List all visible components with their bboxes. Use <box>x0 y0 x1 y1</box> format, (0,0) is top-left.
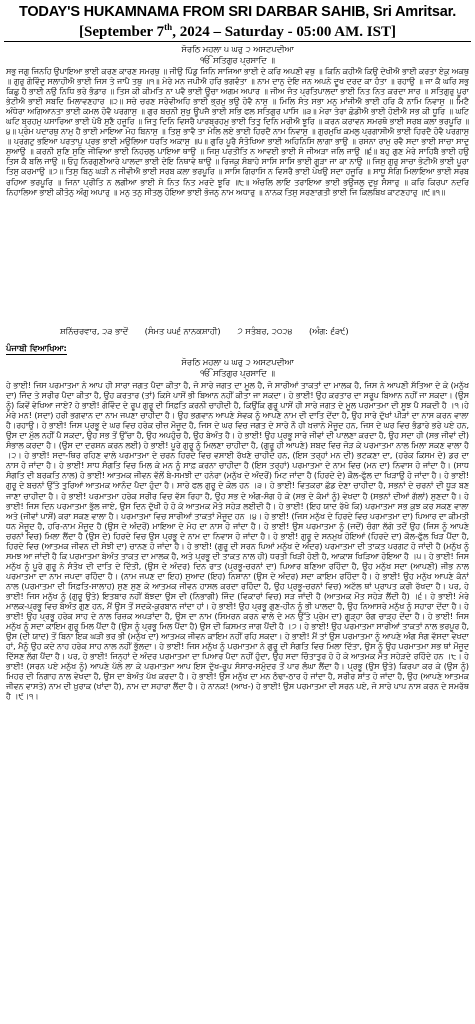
date-ordinal-suffix: th <box>164 22 173 32</box>
explanation-heading: ਸੋਰਠਿ ਮਹਲਾ ੫ ਘਰੁ ੨ ਅਸਟਪਦੀਆ <box>181 357 294 367</box>
explanation-text-body: ਹੇ ਭਾਈ! ਜਿਸ ਪਰਮਾਤਮਾ ਨੇ ਆਪ ਹੀ ਸਾਰਾ ਜਗਤ ਪੈਦਾ ਕੀਤਾ ਹੈ, ਜੋ ਸਾਰੇ ਜਗਤ ਦਾ ਮੂਲ ਹੈ, ਜੋ ਸਾਰੀਆਂ ਤਾਕਤਾਂ ਦਾ ਮਾਲਕ ਹੈ, ਜਿਸ ਨੇ ਆਪਣੀ ਸੱਤਿਆ ਦੇ ਕੇ (ਮਨੁੱਖ ਦਾ) ਜਿੰਦ ਤੇ ਸਰੀਰ ਪੈਦਾ ਕੀਤਾ ਹੈ, ਉਹ ਕਰਤਾਰ (ਤਾਂ) ਕਿਸੇ ਪਾਸੋਂ ਭੀ ਬਿਆਨ ਨਹੀਂ ਕੀਤਾ ਜਾ ਸਕਦਾ। ਹੇ ਭਾਈ! ਉਹ ਕਰਤਾਰ ਦਾ ਸਰੂਪ ਬਿਆਨ ਨਹੀਂ ਜਾ ਸਕਦਾ। (ਉਸ ਨੂੰ) ਕਿਵੇਂ ਵੇਖਿਆ ਜਾਏ? ਹੇ ਭਾਈ! ਗੋਵਿੰਦ ਦੇ ਰੂਪ ਗੁਰੂ ਦੀ ਸਿਫ਼ਤਿ ਕਰਨੀ ਚਾਹੀਦੀ ਹੈ, ਕਿਉਂਕਿ ਗੁਰੂ ਪਾਸੋਂ ਹੀ ਸਾਰੇ ਜਗਤ ਦੇ ਮੂਲ ਪਰਮਾਤਮਾ ਦੀ ਸੂਝ ਪੈ ਸਕਦੀ ਹੈ ।੧।ਹੇ ਮੇਰੇ ਮਨ! (ਸਦਾ) ਹਰੀ ਭਗਵਾਨ ਦਾ ਨਾਮ ਜਪਣਾ ਚਾਹੀਦਾ ਹੈ। ਉਹ ਭਗਵਾਨ ਆਪਣੇ ਸੇਵਕ ਨੂੰ ਆਪਣੇ ਨਾਮ ਦੀ ਦਾਤਿ ਦੇਂਦਾ ਹੈ, ਉਹ ਸਾਰੇ ਦੁੱਖਾਂ ਪੀੜਾਂ ਦਾ ਨਾਸ ਕਰਨ ਵਾਲਾ ਹੈ।ਰਹਾਉ। ਹੇ ਭਾਈ! ਜਿਸ ਪ੍ਰਭੂ ਦੇ ਘਰ ਵਿਚ ਹਰੇਕ ਚੀਜ਼ ਮੌਜੂਦ ਹੈ, ਜਿਸ ਦੇ ਘਰ ਵਿਚ ਜਗਤ ਦੇ ਸਾਰੇ ਨੌ ਹੀ ਖ਼ਜ਼ਾਨੇ ਮੌਜੂਦ ਹਨ, ਜਿਸ ਦੇ ਘਰ ਵਿਚ ਭੰਡਾਰੇ ਭਰੇ ਪਏ ਹਨ, ਉਸ ਦਾ ਮੁੱਲ ਨਹੀਂ ਪੈ ਸਕਦਾ, ਉਹ ਸਭ ਤੋਂ ਉੱਚਾ ਹੈ, ਉਹ ਅਪਹੁੰਚ ਹੈ, ਉਹ ਬੇਅੰਤ ਹੈ। ਹੇ ਭਾਈ! ਉਹ ਪ੍ਰਭੂ ਸਾਰੇ ਜੀਵਾਂ ਦੀ ਪਾਲਣਾ ਕਰਦਾ ਹੈ, ਉਹ ਸਦਾ ਹੀ (ਸਭ ਜੀਵਾਂ ਦੀ) ਸੰਭਾਲ ਕਰਦਾ ਹੈ। (ਉਸ ਦਾ ਦਰਸ਼ਨ ਕਰਨ ਲਈ) ਹੇ ਭਾਈ! ਪੂਰੇ ਗੁਰੂ ਨੂੰ ਮਿਲਣਾ ਚਾਹੀਦਾ ਹੈ, (ਗੁਰੂ ਹੀ ਆਪਣੇ) ਸ਼ਬਦ ਵਿਚ ਜੋੜ ਕੇ ਪਰਮਾਤਮਾ ਨਾਲ ਮਿਲਾ ਸਕਣ ਵਾਲਾ ਹੈ ।੨। ਹੇ ਭਾਈ! ਸਦਾ-ਥਿਰ ਰਹਿਣ ਵਾਲੇ ਪਰਮਾਤਮਾ ਦੇ ਚਰਨ ਹਿਰਦੇ ਵਿਚ ਵਸਾਈ ਰੱਖਣੇ ਚਾਹੀਦੇ ਹਨ, (ਇਸ ਤਰ੍ਹਾਂ ਮਨ ਦੀ) ਭਟਕਣਾ ਦਾ, (ਹਰੇਕ ਕਿਸਮ ਦੇ) ਡਰ ਦਾ ਨਾਸ ਹੋ ਜਾਂਦਾ ਹੈ। ਹੇ ਭਾਈ! ਸਾਧ ਸੰਗਤਿ ਵਿਚ ਮਿਲ ਕੇ ਮਨ ਨੂੰ ਸਾਫ਼ ਕਰਨਾ ਚਾਹੀਦਾ ਹੈ (ਇਸ ਤਰ੍ਹਾਂ) ਪਰਮਾਤਮਾ ਦੇ ਨਾਮ ਵਿਚ (ਮਨ ਦਾ) ਨਿਵਾਸ ਹੋ ਜਾਂਦਾ ਹੈ। (ਸਾਧ ਸੰਗਤਿ ਦੀ ਬਰਕਤਿ ਨਾਲ) ਹੇ ਭਾਈ! ਆਤਮਕ ਜੀਵਨ ਵੱਲੋਂ ਬੇ-ਸਮਝੀ ਦਾ ਹਨੇਰਾ (ਮਨੁੱਖ ਦੇ ਅੰਦਰੋਂ) ਮਿਟ ਜਾਂਦਾ ਹੈ (ਹਿਰਦੇ ਦੇ) ਕੌਲ-ਫੁੱਲ ਦਾ ਖਿੜਾਉ ਹੋ ਜਾਂਦਾ ਹੈ। ਹੇ ਭਾਈ! ਗੁਰੂ ਦੇ ਬਚਨਾਂ ਉੱਤੇ ਤੁਰਿਆਂ ਆਤਮਕ ਆਨੰਦ ਪੈਦਾ ਹੁੰਦਾ ਹੈ। ਸਾਰੇ ਫਲ ਗੁਰੂ ਦੇ ਕੋਲ ਹਨ ।੩। ਹੇ ਭਾਈ! ਵਿਤਕਰਾ ਛੱਡ ਦੇਣਾ ਚਾਹੀਦਾ ਹੈ, ਸਭਨਾਂ ਦੇ ਚਰਨਾਂ ਦੀ ਧੂੜ ਬਣ ਜਾਣਾ ਚਾਹੀਦਾ ਹੈ। ਹੇ ਭਾਈ! ਪਰਮਾਤਮਾ ਹਰੇਕ ਸਰੀਰ ਵਿਚ ਵੱਸ ਰਿਹਾ ਹੈ, ਉਹ ਸਭ ਦੇ ਅੰਗ-ਸੰਗ ਹੋ ਕੇ (ਸਭ ਦੇ ਕੰਮਾਂ ਨੂੰ) ਵੇਖਦਾ ਹੈ (ਸਭਨਾਂ ਦੀਆਂ ਗੱਲਾਂ) ਸੁਣਦਾ ਹੈ। ਹੇ ਭਾਈ! ਜਿਸ ਦਿਨ ਪਰਮਾਤਮਾ ਭੁੱਲ ਜਾਏ, ਉਸ ਦਿਨ ਦੁੱਖੀ ਹੋ ਹੋ ਕੇ ਆਤਮਕ ਮੌਤੇ ਸਹੇੜ ਲਈਦੀ ਹੈ। ਹੇ ਭਾਈ! (ਇਹ ਯਾਦ ਰੱਖੋ ਕਿ) ਪਰਮਾਤਮਾ ਸਭ ਕੁਝ ਕਰ ਸਕਣ ਵਾਲਾ ਅਤੇ (ਜੀਵਾਂ ਪਾਸੋਂ) ਕਰਾ ਸਕਣ ਵਾਲਾ ਹੈ। ਪਰਮਾਤਮਾ ਵਿਚ ਸਾਰੀਆਂ ਤਾਕਤਾਂ ਮੌਜੂਦ ਹਨ ।੪। ਹੇ ਭਾਈ! (ਜਿਸ ਮਨੁੱਖ ਦੇ ਹਿਰਦੇ ਵਿਚ ਪਰਮਾਤਮਾ ਦਾ) ਪਿਆਰ ਦਾ ਕੀਮਤੀ ਧਨ ਮੌਜੂਦ ਹੈ, ਹਰਿ-ਨਾਮ ਮੌਜੂਦ ਹੈ (ਉਸ ਦੇ ਅੰਦਰੋਂ) ਮਾਇਆ ਦੇ ਮੋਹ ਦਾ ਨਾਸ ਹੋ ਜਾਂਦਾ ਹੈ। ਹੇ ਭਾਈ! ਉਸ ਪਰਮਾਤਮਾ ਨੂੰ (ਜਦੋਂ) ਚੰਗਾ ਲੱਗੇ ਤਦੋਂ ਉਹ (ਜਿਸ ਨੂੰ ਆਪਣੇ ਚਰਨਾਂ ਵਿਚ) ਮਿਲਾ ਲੈਂਦਾ ਹੈ (ਉਸ ਦੇ) ਹਿਰਦੇ ਵਿਚ ਉਸ ਪ੍ਰਭੂ ਦੇ ਨਾਮ ਦਾ ਨਿਵਾਸ ਹੋ ਜਾਂਦਾ ਹੈ। ਹੇ ਭਾਈ! ਗੁਰੂ ਦੇ ਸਨਮੁਖ ਹੋਇਆਂ (ਹਿਰਦੇ ਦਾ) ਕੌਲ-ਫੁੱਲ ਖਿੜ ਪੈਂਦਾ ਹੈ, ਹਿਰਦੇ ਵਿਚ (ਆਤਮਕ ਜੀਵਨ ਦੀ ਸੋਝੀ ਦਾ) ਚਾਨਣ ਹੋ ਜਾਂਦਾ ਹੈ। ਹੇ ਭਾਈ! (ਗੁਰੂ ਦੀ ਸਰਨ ਪਿਆਂ ਮਨੁੱਖ ਦੇ ਅੰਦਰ) ਪਰਮਾਤਮਾ ਦੀ ਤਾਕਤ ਪਰਗਟ ਹੋ ਜਾਂਦੀ ਹੈ (ਮਨੁੱਖ ਨੂੰ ਸਮਝ ਆ ਜਾਂਦੀ ਹੈ ਕਿ ਪਰਮਾਤਮਾ ਬੇਅੰਤ ਤਾਕਤ ਦਾ ਮਾਲਕ ਹੈ, ਅਤੇ ਪ੍ਰਭੂ ਦੀ ਤਾਕਤ ਨਾਲ ਹੀ) ਧਰਤੀ ਖਿੜੀ ਹੋਈ ਹੈ, ਆਕਾਸ਼ ਖਿੜਿਆ ਹੋਇਆ ਹੈ ।੫। ਹੇ ਭਾਈ! ਜਿਸ ਮਨੁੱਖ ਨੂੰ ਪੂਰੇ ਗੁਰੂ ਨੇ ਸੰਤੋਖ ਦੀ ਦਾਤਿ ਦੇ ਦਿੱਤੀ, (ਉਸ ਦੇ ਅੰਦਰ) ਦਿਨ ਰਾਤ (ਪ੍ਰਭੂ-ਚਰਨਾਂ ਦਾ) ਪਿਆਰ ਬਣਿਆ ਰਹਿੰਦਾ ਹੈ, ਉਹ ਮਨੁੱਖ ਸਦਾ (ਆਪਣੀ) ਜੀਭ ਨਾਲ ਪਰਮਾਤਮਾ ਦਾ ਨਾਮ ਜਪਦਾ ਰਹਿੰਦਾ ਹੈ। (ਨਾਮ ਜਪਣ ਦਾ ਇਹ) ਸੁਆਦ (ਇਹ) ਨਿਸ਼ਾਨਾ (ਉਸ ਦੇ ਅੰਦਰ) ਸਦਾ ਕਾਇਮ ਰਹਿੰਦਾ ਹੈ। ਹੇ ਭਾਈ! ਉਹ ਮਨੁੱਖ ਆਪਣੇ ਕੰਨਾਂ ਨਾਲ (ਪਰਮਾਤਮਾ ਦੀ ਸਿਫ਼ਤਿ-ਸਾਲਾਹ) ਸੁਣ ਸੁਣ ਕੇ ਆਤਮਕ ਜੀਵਨ ਹਾਸਲ ਕਰਦਾ ਰਹਿੰਦਾ ਹੈ, ਉਹ ਪ੍ਰਭੂ-ਚਰਨਾਂ ਵਿਚ) ਅਟੱਲ ਥਾਂ ਪ੍ਰਾਪਤ ਕਰੀ ਰੱਖਦਾ ਹੈ। ਪਰ, ਹੇ ਭਾਈ! ਜਿਸ ਮਨੁੱਖ ਨੂੰ (ਗੁਰੂ ਉਤੇ) ਇਤਬਾਰ ਨਹੀਂ ਬੱਝਦਾ ਉਸ ਦੀ (ਨਿਭਾਗੀ) ਜਿੰਦ (ਵਿਕਾਰਾਂ ਵਿਚ) ਸੜ ਜਾਂਦੀ ਹੈ (ਆਤਮਕ ਮੌਤ ਸਹੇੜ ਲੈਂਦੀ ਹੈ) ।੬। ਹੇ ਭਾਈ! ਮੇਰੇ ਮਾਲਕ-ਪ੍ਰਭੂ ਵਿਚ ਬੇਅੰਤ ਗੁਣ ਹਨ, ਮੈਂ ਉਸ ਤੋਂ ਸਦਕੇ-ਕੁਰਬਾਨ ਜਾਂਦਾ ਹਾਂ। ਹੇ ਭਾਈ! ਉਹ ਪ੍ਰਭੂ ਗੁਣ-ਹੀਨ ਨੂੰ ਭੀ ਪਾਲਦਾ ਹੈ, ਉਹ ਨਿਆਸਰੇ ਮਨੁੱਖ ਨੂੰ ਸਹਾਰਾ ਦੇਂਦਾ ਹੈ। ਹੇ ਭਾਈ! ਉਹ ਪ੍ਰਭੂ ਹਰੇਕ ਸਾਹ ਦੇ ਨਾਲ ਰਿਜ਼ਕ ਅਪੜਾਂਦਾ ਹੈ, ਉਸ ਦਾ ਨਾਮ (ਸਿਮਰਨ ਕਰਨ ਵਾਲੇ ਦੇ ਮਨ ਉੱਤੇ ਪ੍ਰੇਮ ਦਾ) ਗੂੜ੍ਹਾ ਰੰਗ ਚਾੜ੍ਹ ਦੇਂਦਾ ਹੈ। ਹੇ ਭਾਈ! ਜਿਸ ਮਨੁੱਖ ਨੂੰ ਸਦਾ ਕਾਇਮ ਗੁਰੂ ਮਿਲ ਪੈਂਦਾ ਹੈ (ਉਸ ਨੂੰ ਪ੍ਰਭੂ ਮਿਲ ਪੈਂਦਾ ਹੈ) ਉਸ ਦੀ ਕਿਸਮਤ ਜਾਗ ਪੈਂਦੀ ਹੈ ।੭। ਹੇ ਭਾਈ! ਉਹ ਪਰਮਾਤਮਾ ਸਾਰੀਆਂ ਤਾਕਤਾਂ ਨਾਲ ਭਰਪੂਰ ਹੈ, ਉਸ (ਦੀ ਯਾਦ) ਤੋਂ ਬਿਨਾ ਇਕ ਘੜੀ ਭਰ ਭੀ (ਮਨੁੱਖ ਦਾ) ਆਤਮਕ ਜੀਵਨ ਕਾਇਮ ਨਹੀਂ ਰਹਿ ਸਕਦਾ। ਹੇ ਭਾਈ! ਮੈਂ ਤਾਂ ਉਸ ਪਰਮਾਤਮਾ ਨੂੰ ਆਪਣੇ ਅੰਗ ਸੰਗ ਵੱਸਦਾ ਵੇਖਦਾ ਹਾਂ, ਮੈਨੂੰ ਉਹ ਕਦੇ ਨਾਹ ਹਰੇਕ ਸਾਹ ਨਾਲ ਨਹੀਂ ਭੁੱਲਦਾ। ਹੇ ਭਾਈ! ਜਿਸ ਮਨੁੱਖ ਨੂੰ ਪਰਮਾਤਮਾ ਨੇ ਗੁਰੂ ਦੀ ਸੰਗਤਿ ਵਿਚ ਮਿਲਾ ਦਿੱਤਾ, ਉਸ ਨੂੰ ਉਹ ਪਰਮਾਤਮਾ ਸਭ ਥਾਂ ਮੌਜੂਦ ਦਿੱਸਣ ਲੱਗ ਪੈਂਦਾ ਹੈ। ਪਰ, ਹੇ ਭਾਈ! ਜਿਨ੍ਹਾਂ ਦੇ ਅੰਦਰ ਪਰਮਾਤਮਾ ਦਾ ਪਿਆਰ ਪੈਦਾ ਨਹੀਂ ਹੁੰਦਾ, ਉਹ ਸਦਾ ਚਿੰਤਾਤੁਰ ਹੋ ਹੋ ਕੇ ਆਤਮਕ ਮੌਤ ਸਹੇੜਦੇ ਰਹਿੰਦੇ ਹਨ ।੮। ਹੇ ਭਾਈ! (ਸਰਨ ਪਏ ਮਨੁੱਖ ਨੂੰ) ਆਪਣੇ ਪੱਲੇ ਲਾ ਕੇ ਪਰਮਾਤਮਾ ਆਪ ਇਸ ਦੁੱਖ-ਰੂਪ ਸੰਸਾਰ-ਸਮੁੰਦਰ ਤੋਂ ਪਾਰ ਲੰਘਾ ਲੈਂਦਾ ਹੈ। ਪ੍ਰਭੂ (ਉਸ ਉਤੇ) ਕਿਰਪਾ ਕਰ ਕੇ (ਉਸ ਨੂੰ) ਮਿਹਰ ਦੀ ਨਿਗਾਹ ਨਾਲ ਵੇਖਦਾ ਹੈ, ਉਸ ਦਾ ਬੇਅੰਤ ਪੱਖ ਕਰਦਾ ਹੈ। ਹੇ ਭਾਈ! ਉਸ ਮਨੁੱਖ ਦਾ ਮਨ ਠੰਢਾ-ਠਾਰ ਹੋ ਜਾਂਦਾ ਹੈ, ਸਰੀਰ ਸ਼ਾਂਤ ਹੋ ਜਾਂਦਾ ਹੈ, ਉਹ (ਆਪਣੇ ਆਤਮਕ ਜੀਵਨ ਵਾਸਤੇ) ਨਾਮ ਦੀ ਖ਼ੁਰਾਕ (ਖਾਂਦਾ ਹੈ), ਨਾਮ ਦਾ ਸਹਾਰਾ ਲੈਂਦਾ ਹੈ। ਹੇ ਨਾਨਕ! (ਆਖ-) ਹੇ ਭਾਈ! ਉਸ ਪਰਮਾਤਮਾ ਦੀ ਸਰਨ ਪਏ, ਜੋ ਸਾਰੇ ਪਾਪ ਨਾਸ ਕਰਨ ਦੇ ਸਮਰੱਥ ਹੈ ।੯।੧। <box>6 381 469 702</box>
page-title: TODAY'S HUKAMNAMA FROM SRI DARBAR SAHIB, Sri Amritsar. <box>18 4 457 20</box>
date-line-start: [September 7 <box>79 24 165 40</box>
shabad-heading: ਸੋਰਠਿ ਮਹਲਾ ੫ ਘਰੁ ੨ ਅਸਟਪਦੀਆ <box>181 44 294 54</box>
meta-samvat: (ਸੰਮਤ ੫੫੬ ਨਾਨਕਸ਼ਾਹੀ) <box>144 326 221 336</box>
meta-ang: (ਅੰਗ: ੬੩੯) <box>308 326 349 336</box>
explanation-text <box>6 381 469 1021</box>
explanation-label: ਪੰਜਾਬੀ ਵਿਆਖਿਆ: <box>6 343 67 353</box>
date-line <box>0 22 475 41</box>
shabad-invocation: ੴ ਸਤਿਗੁਰ ਪ੍ਰਸਾਦਿ ॥ <box>200 55 275 65</box>
explanation-invocation: ੴ ਸਤਿਗੁਰ ਪ੍ਰਸਾਦਿ ॥ <box>200 368 275 378</box>
meta-day: ਸ਼ਨਿੱਚਰਵਾਰ, ੨੩ ਭਾਦੋਂ <box>60 326 129 336</box>
date-meta-row <box>60 326 440 337</box>
shabad-text-body: ਸਭੁ ਜਗੁ ਜਿਨਹਿ ਉਪਾਇਆ ਭਾਈ ਕਰਣ ਕਾਰਣ ਸਮਰਥੁ ॥ ਜੀਉ ਪਿੰਡੁ ਜਿਨਿ ਸਾਜਿਆ ਭਾਈ ਦੇ ਕਰਿ ਅਪਣੀ ਵਥੁ ॥ ਕਿਨਿ ਕਹੀਐ ਕਿਉ ਦੇਖੀਐ ਭਾਈ ਕਰਤਾ ਏਕੁ ਅਕਥੁ ॥ ਗੁਰੁ ਗੋਵਿੰਦੁ ਸਲਾਹੀਐ ਭਾਈ ਜਿਸ ਤੇ ਜਾਪੈ ਤਥੁ ॥੧॥ ਮੇਰੇ ਮਨ ਜਪੀਐ ਹਰਿ ਭਗਵੰਤਾ ॥ ਨਾਮ ਦਾਨੁ ਦੇਇ ਜਨ ਅਪਨੇ ਦੂਖ ਦਰਦ ਕਾ ਹੰਤਾ ॥ ਰਹਾਉ ॥ ਜਾ ਕੈ ਘਰਿ ਸਭੁ ਕਿਛੁ ਹੈ ਭਾਈ ਨਉ ਨਿਧਿ ਭਰੇ ਭੰਡਾਰ ॥ ਤਿਸ ਕੀ ਕੀਮਤਿ ਨਾ ਪਵੈ ਭਾਈ ਊਚਾ ਅਗਮ ਅਪਾਰ ॥ ਜੀਅ ਜੰਤ ਪ੍ਰਤਿਪਾਲਦਾ ਭਾਈ ਨਿਤ ਨਿਤ ਕਰਦਾ ਸਾਰ ॥ ਸਤਿਗੁਰੁ ਪੂਰਾ ਭੇਟੀਐ ਭਾਈ ਸਬਦਿ ਮਿਲਾਵਣਹਾਰ ॥੨॥ ਸਚੇ ਚਰਣ ਸਰੇਵੀਅਹਿ ਭਾਈ ਭ੍ਰਮੁ ਭਉ ਹੋਵੈ ਨਾਸੁ ॥ ਮਿਲਿ ਸੰਤ ਸਭਾ ਮਨੁ ਮਾਂਜੀਐ ਭਾਈ ਹਰਿ ਕੈ ਨਾਮਿ ਨਿਵਾਸੁ ॥ ਮਿਟੈ ਅੰਧੇਰਾ ਅਗਿਆਨਤਾ ਭਾਈ ਕਮਲ ਹੋਵੈ ਪਰਗਾਸੁ ॥ ਗੁਰ ਬਚਨੀ ਸੁਖੁ ਊਪਜੈ ਭਾਈ ਸਭਿ ਫਲ ਸਤਿਗੁਰ ਪਾਸਿ ॥੩॥ ਮੇਰਾ ਤੇਰਾ ਛੋਡੀਐ ਭਾਈ ਹੋਈਐ ਸਭ ਕੀ ਧੂਰਿ ॥ ਘਟਿ ਘਟਿ ਬ੍ਰਹਮੁ ਪਸਾਰਿਆ ਭਾਈ ਪੇਖੈ ਸੁਣੈ ਹਜੂਰਿ ॥ ਜਿਤੁ ਦਿਨਿ ਵਿਸਰੈ ਪਾਰਬ੍ਰਹਮੁ ਭਾਈ ਤਿਤੁ ਦਿਨਿ ਮਰੀਐ ਝੂਰਿ ॥ ਕਰਨ ਕਰਾਵਨ ਸਮਰਥੋ ਭਾਈ ਸਰਬ ਕਲਾ ਭਰਪੂਰਿ ॥੪॥ ਪ੍ਰੇਮ ਪਦਾਰਥੁ ਨਾਮੁ ਹੈ ਭਾਈ ਮਾਇਆ ਮੋਹ ਬਿਨਾਸੁ ॥ ਤਿਸੁ ਭਾਵੈ ਤਾ ਮੇਲਿ ਲਏ ਭਾਈ ਹਿਰਦੈ ਨਾਮ ਨਿਵਾਸੁ ॥ ਗੁਰਮੁਖਿ ਕਮਲੁ ਪ੍ਰਗਾਸੀਐ ਭਾਈ ਹਿਰਦੈ ਹੋਵੈ ਪਰਗਾਸੁ ॥ ਪ੍ਰਗਟੁ ਭਇਆ ਪਰਤਾਪੁ ਪ੍ਰਭ ਭਾਈ ਮਉਲਿਆ ਧਰਤਿ ਅਕਾਸੁ ॥੫॥ ਗੁਰਿ ਪੂਰੈ ਸੰਤੋਖਿਆ ਭਾਈ ਅਹਿਨਿਸਿ ਲਾਗਾ ਭਾਉ ॥ ਰਸਨਾ ਰਾਮੁ ਰਵੈ ਸਦਾ ਭਾਈ ਸਾਚਾ ਸਾਦੁ ਸੁਆਉ ॥ ਕਰਨੀ ਸੁਣਿ ਸੁਣਿ ਜੀਵਿਆ ਭਾਈ ਨਿਹਚਲੁ ਪਾਇਆ ਥਾਉ ॥ ਜਿਸੁ ਪਰਤੀਤਿ ਨ ਆਵਈ ਭਾਈ ਸੋ ਜੀਅੜਾ ਜਲਿ ਜਾਉ ॥੬॥ ਬਹੁ ਗੁਣ ਮੇਰੇ ਸਾਹਿਬੈ ਭਾਈ ਹਉ ਤਿਸ ਕੈ ਬਲਿ ਜਾਉ ॥ ਓਹੁ ਨਿਰਗੁਣੀਆਰੇ ਪਾਲਦਾ ਭਾਈ ਦੇਇ ਨਿਥਾਵੇ ਥਾਉ ॥ ਰਿਜਕੁ ਸੰਬਾਹੇ ਸਾਸਿ ਸਾਸਿ ਭਾਈ ਗੂੜਾ ਜਾ ਕਾ ਨਾਉ ॥ ਜਿਸੁ ਗੁਰੁ ਸਾਚਾ ਭੇਟੀਐ ਭਾਈ ਪੂਰਾ ਤਿਸੁ ਕਰਮਾਉ ॥੭॥ ਤਿਸੁ ਬਿਨੁ ਘੜੀ ਨ ਜੀਵੀਐ ਭਾਈ ਸਰਬ ਕਲਾ ਭਰਪੂਰਿ ॥ ਸਾਸਿ ਗਿਰਾਸਿ ਨ ਵਿਸਰੈ ਭਾਈ ਪੇਖਉ ਸਦਾ ਹਜੂਰਿ ॥ ਸਾਧੂ ਸੰਗਿ ਮਿਲਾਇਆ ਭਾਈ ਸਰਬ ਰਹਿਆ ਭਰਪੂਰਿ ॥ ਜਿਨਾ ਪ੍ਰੀਤਿ ਨ ਲਗੀਆ ਭਾਈ ਸੇ ਨਿਤ ਨਿਤ ਮਰਦੇ ਝੂਰਿ ॥੮॥ ਅੰਚਲਿ ਲਾਇ ਤਰਾਇਆ ਭਾਈ ਭਉਜਲੁ ਦੁਖੁ ਸੰਸਾਰੁ ॥ ਕਰਿ ਕਿਰਪਾ ਨਦਰਿ ਨਿਹਾਲਿਆ ਭਾਈ ਕੀਤੋਨੁ ਅੰਗੁ ਅਪਾਰੁ ॥ ਮਨੁ ਤਨੁ ਸੀਤਲੁ ਹੋਇਆ ਭਾਈ ਭੋਜਨੁ ਨਾਮ ਅਧਾਰੁ ॥ ਨਾਨਕ ਤਿਸੁ ਸਰਣਾਗਤੀ ਭਾਈ ਜਿ ਕਿਲਬਿਖ ਕਾਟਣਹਾਰੁ ॥੯॥੧॥ <box>6 67 469 197</box>
date-line-end: , 2024 – Saturday - 05:00 AM. IST] <box>172 24 396 40</box>
shabad-text <box>6 67 469 323</box>
divider-top <box>4 41 471 42</box>
meta-date: ੭ ਸਤੰਬਰ, ੨੦੨੪ <box>237 326 293 336</box>
